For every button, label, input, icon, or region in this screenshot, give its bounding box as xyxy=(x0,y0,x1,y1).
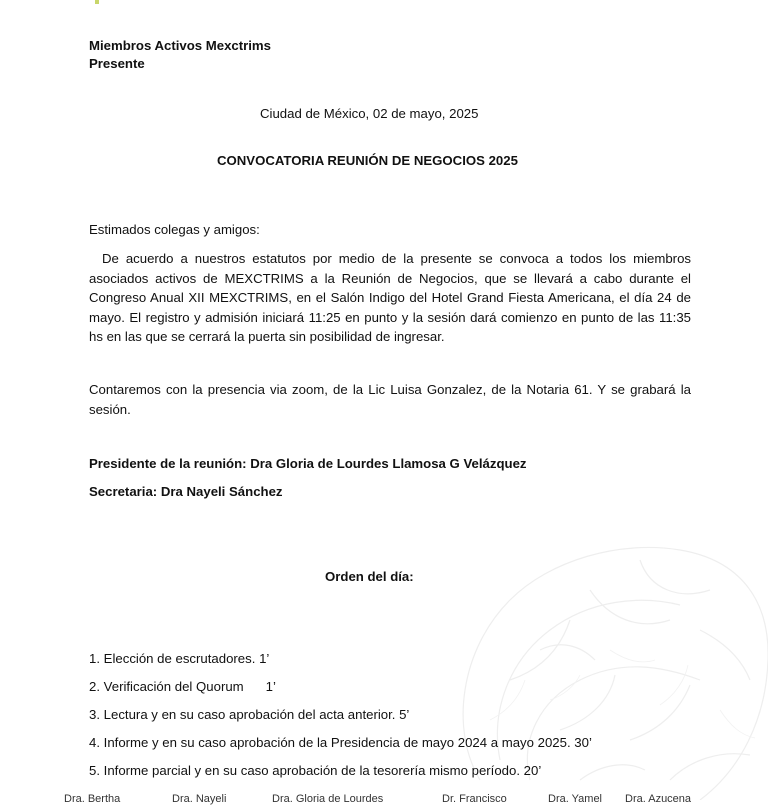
signature-name: Dra. Azucena xyxy=(625,793,692,805)
agenda-item: 3. Lectura y en su caso aprobación del acta anterior. 5’ xyxy=(89,707,410,722)
agenda-item: 4. Informe y en su caso aprobación de la Presidencia de mayo 2024 a mayo 2025. 30’ xyxy=(89,735,592,750)
signature-name: Dra. Yamel xyxy=(548,793,603,805)
signature-name: Dr. Francisco xyxy=(442,793,507,805)
salutation: Estimados colegas y amigos: xyxy=(89,222,260,237)
agenda-heading: Orden del día: xyxy=(325,569,414,584)
convocation-paragraph: De acuerdo a nuestros estatutos por medio de la presente se convoca a todos los miembros asociados activos de MEXCTRIMS a la Reunión de Negocios, que se llevará a cabo durante el Congreso Anual XII MEXCTRIMS, en el Salón Indigo del Hotel Grand Fiesta Americana, el día 24 de mayo. El registro y admisión iniciará 11:25 en punto y la sesión dará comienzo en punto de las 11:35 hs en las que se cerrará la puerta sin posibilidad de ingresar. xyxy=(89,251,691,344)
agenda-item: 1. Elección de escrutadores. 1’ xyxy=(89,651,270,666)
signature-name: Dra. Nayeli xyxy=(172,793,227,805)
signature-name: Dra. Bertha xyxy=(64,793,121,805)
recipient: Miembros Activos Mexctrims xyxy=(89,38,271,53)
president-line: Presidente de la reunión: Dra Gloria de Lourdes Llamosa G Velázquez xyxy=(89,456,527,471)
agenda-item: 2. Verificación del Quorum 1’ xyxy=(89,679,276,694)
signature-name: Dra. Gloria de Lourdes xyxy=(272,793,384,805)
secretary-line: Secretaria: Dra Nayeli Sánchez xyxy=(89,484,283,499)
brain-watermark-icon xyxy=(440,480,768,800)
zoom-paragraph: Contaremos con la presencia via zoom, de la Lic Luisa Gonzalez, de la Notaria 61. Y se grabará la sesión. xyxy=(89,382,691,417)
agenda-item: 5. Informe parcial y en su caso aprobación de la tesorería mismo período. 20’ xyxy=(89,763,542,778)
header-logo-mark xyxy=(95,0,99,4)
place-date: Ciudad de México, 02 de mayo, 2025 xyxy=(260,106,479,121)
document-title: CONVOCATORIA REUNIÓN DE NEGOCIOS 2025 xyxy=(217,153,518,168)
greeting: Presente xyxy=(89,56,145,71)
